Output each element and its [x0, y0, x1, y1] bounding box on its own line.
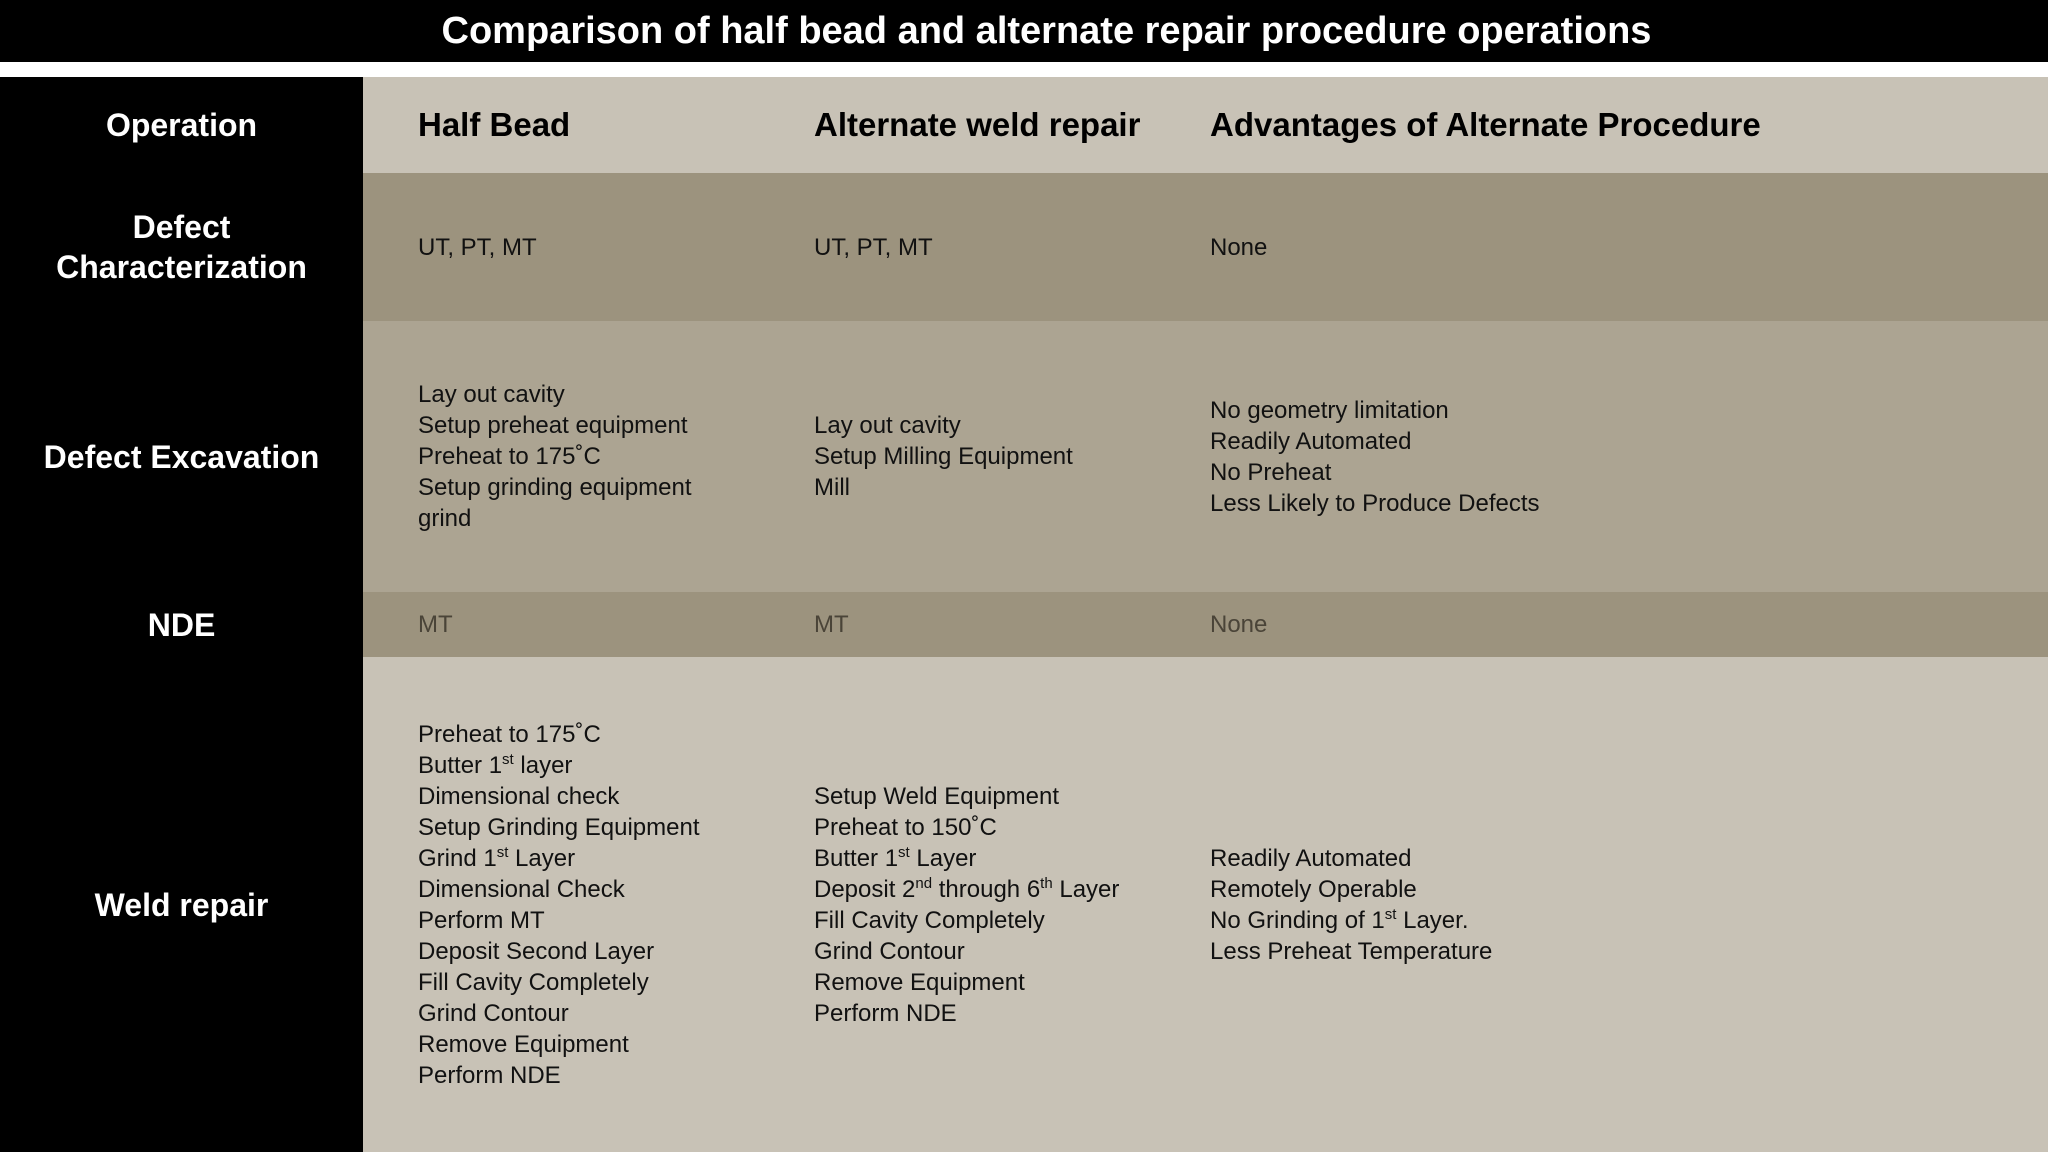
header-alternate-text: Alternate weld repair — [814, 106, 1141, 143]
ordinal-suffix: st — [496, 843, 509, 861]
header-advantages — [1210, 77, 2010, 173]
cell-line: Perform NDE — [418, 1061, 561, 1089]
line-text: Layer. — [1396, 906, 1469, 934]
cell-line: Perform NDE — [814, 999, 957, 1027]
line-text: Layer — [508, 844, 576, 872]
cell-line: Grind Contour — [814, 937, 965, 965]
ordinal-suffix: nd — [915, 874, 933, 892]
cell-line: Dimensional Check — [418, 875, 625, 903]
line-text: through 6 — [932, 875, 1041, 903]
cell-line — [814, 874, 1204, 905]
header-row — [0, 77, 2048, 173]
alternate-cell — [814, 173, 1204, 321]
title-divider — [0, 62, 2048, 77]
operation-label: NDE — [147, 606, 216, 643]
title-bar — [0, 0, 2048, 62]
row-weld-repair — [0, 657, 2048, 1152]
cell-line: Less Preheat Temperature — [1210, 937, 1493, 965]
line-text: layer — [513, 751, 573, 779]
cell-line: Grind Contour — [418, 999, 569, 1027]
advantages-cell — [1210, 321, 2010, 592]
cell-line: Less Likely to Produce Defects — [1210, 489, 1540, 517]
advantages-cell — [1210, 657, 2010, 1152]
row-body — [363, 592, 2048, 657]
line-text: Layer — [1052, 875, 1120, 903]
cell-line: Perform MT — [418, 906, 545, 934]
half-bead-cell — [418, 173, 808, 321]
cell-line: Preheat to 175˚C — [418, 443, 601, 470]
cell-line: Mill — [814, 474, 850, 501]
cell-line: None — [1210, 611, 1268, 638]
cell-line: None — [1210, 233, 1268, 261]
cell-line — [418, 843, 808, 874]
cell-line: Lay out cavity — [814, 412, 961, 439]
cell-lines — [814, 781, 1204, 1029]
cell-line: No geometry limitation — [1210, 396, 1449, 424]
cell-line: MT — [418, 611, 453, 638]
row-body — [363, 657, 2048, 1152]
cell-line — [418, 750, 808, 781]
cell-line: Deposit Second Layer — [418, 937, 655, 965]
row-body — [363, 321, 2048, 592]
header-half-bead — [418, 77, 808, 173]
line-text: No Grinding of 1 — [1210, 906, 1385, 934]
alternate-cell — [814, 657, 1204, 1152]
advantages-cell — [1210, 592, 2010, 657]
cell-lines — [418, 232, 808, 263]
cell-line: MT — [814, 611, 849, 638]
advantages-cell — [1210, 173, 2010, 321]
cell-line — [1210, 905, 2010, 936]
cell-line: Dimensional check — [418, 782, 620, 810]
cell-line: Remotely Operable — [1210, 875, 1417, 903]
operation-label: Defect Excavation — [43, 438, 320, 475]
line-text: Butter 1 — [418, 751, 503, 779]
cell-lines — [418, 379, 808, 534]
cell-line: Fill Cavity Completely — [418, 968, 649, 996]
row-defect-characterization — [0, 173, 2048, 321]
alternate-cell — [814, 592, 1204, 657]
cell-line: Remove Equipment — [418, 1030, 629, 1058]
ordinal-suffix: st — [898, 843, 910, 861]
cell-line: Preheat to 150˚C — [814, 813, 997, 841]
header-half-bead-text: Half Bead — [418, 106, 571, 143]
alternate-cell — [814, 321, 1204, 592]
operation-label-line2: Characterization — [56, 249, 307, 285]
cell-lines — [1210, 395, 2010, 519]
cell-lines — [1210, 609, 2010, 640]
operation-label-line1: Defect — [132, 209, 231, 245]
cell-lines — [1210, 843, 2010, 967]
line-text: Layer — [909, 844, 977, 872]
cell-line: No Preheat — [1210, 458, 1332, 486]
header-row-body — [363, 77, 2048, 173]
cell-line: Setup grinding equipment — [418, 474, 692, 501]
cell-line: Setup Weld Equipment — [814, 782, 1060, 810]
ordinal-suffix: th — [1040, 874, 1053, 892]
cell-lines — [418, 719, 808, 1091]
cell-line: Remove Equipment — [814, 968, 1025, 996]
header-advantages-text: Advantages of Alternate Procedure — [1210, 106, 1761, 143]
cell-line — [814, 843, 1204, 874]
operation-label: Weld repair — [94, 886, 269, 923]
cell-line: Setup Milling Equipment — [814, 443, 1073, 470]
header-operation: Operation — [105, 107, 258, 143]
line-text: Deposit 2 — [814, 875, 916, 903]
cell-line: Lay out cavity — [418, 381, 565, 408]
half-bead-cell — [418, 657, 808, 1152]
half-bead-cell — [418, 321, 808, 592]
row-defect-excavation — [0, 321, 2048, 592]
header-alternate — [814, 77, 1204, 173]
cell-lines — [814, 410, 1204, 503]
cell-line: Readily Automated — [1210, 844, 1412, 872]
ordinal-suffix: st — [502, 750, 514, 768]
slide-title: Comparison of half bead and alternate repair procedure operations — [441, 10, 1652, 52]
row-nde — [0, 592, 2048, 657]
cell-lines — [814, 609, 1204, 640]
cell-lines — [814, 232, 1204, 263]
half-bead-cell — [418, 592, 808, 657]
cell-line: UT, PT, MT — [814, 233, 933, 261]
ordinal-suffix: st — [1384, 905, 1397, 923]
cell-lines — [1210, 232, 2010, 263]
cell-line: Setup preheat equipment — [418, 412, 688, 439]
row-body — [363, 173, 2048, 321]
cell-line: Readily Automated — [1210, 427, 1412, 455]
cell-line: Fill Cavity Completely — [814, 906, 1045, 934]
cell-line: Setup Grinding Equipment — [418, 813, 700, 841]
line-text: Butter 1 — [814, 844, 899, 872]
line-text: Grind 1 — [418, 844, 497, 872]
cell-line: UT, PT, MT — [418, 233, 537, 261]
operation-label — [0, 173, 363, 321]
cell-lines — [418, 609, 808, 640]
cell-line: grind — [418, 505, 472, 532]
cell-line: Preheat to 175˚C — [418, 720, 601, 748]
